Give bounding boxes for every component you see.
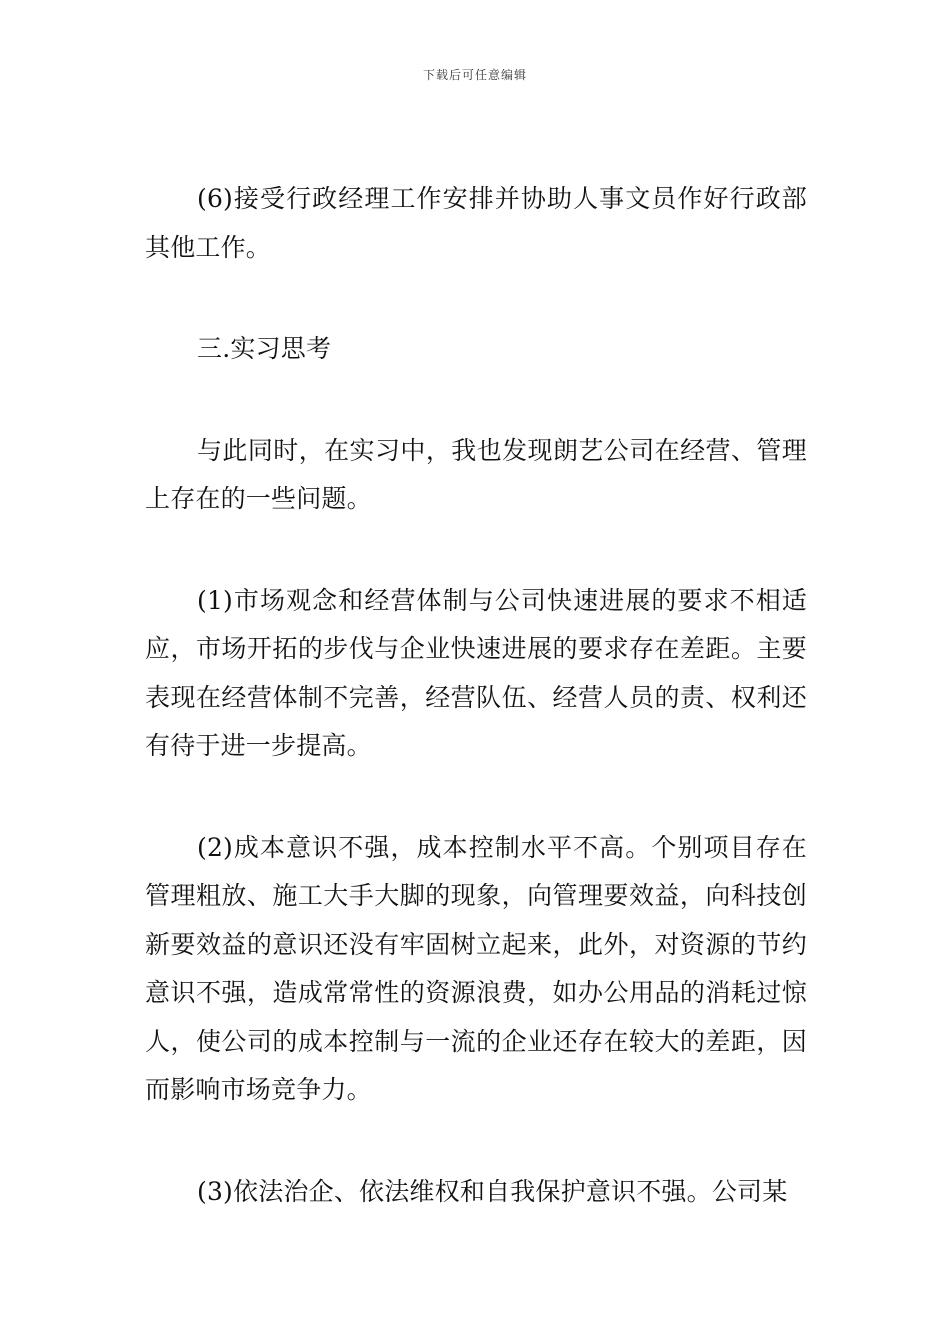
document-body <box>145 175 807 1216</box>
paragraph-item-3: (3)依法治企、依法维权和自我保护意识不强。公司某 <box>197 1176 788 1206</box>
paragraph-item-6: (6)接受行政经理工作安排并协助人事文员作好行政部其他工作。 <box>145 184 807 262</box>
paragraph-gap <box>145 524 807 577</box>
paragraph-gap <box>145 272 807 325</box>
paragraph-gap <box>145 374 807 427</box>
section-heading: 三.实习思考 <box>197 334 332 363</box>
page-header: 下载后可任意编辑 <box>422 68 527 82</box>
paragraph-intro: 与此同时，在实习中，我也发现朗艺公司在经营、管理上存在的一些问题。 <box>145 435 807 513</box>
paragraph-gap <box>145 771 807 824</box>
paragraph-gap <box>145 1115 807 1168</box>
paragraph-item-1: (1)市场观念和经营体制与公司快速进展的要求不相适应，市场开拓的步伐与企业快速进展的要求存在差距。主要表现在经营体制不完善，经营队伍、经营人员的责、权利还有待于进一步提高。 <box>145 585 807 760</box>
paragraph-item-2: (2)成本意识不强，成本控制水平不高。个别项目存在管理粗放、施工大手大脚的现象，向管理要效益，向科技创新要效益的意识还没有牢固树立起来，此外，对资源的节约意识不强，造成常常性的资源浪费，如办公用品的消耗过惊人，使公司的成本控制与一流的企业还存在较大的差距，因而影响市场竞争力。 <box>145 832 807 1104</box>
